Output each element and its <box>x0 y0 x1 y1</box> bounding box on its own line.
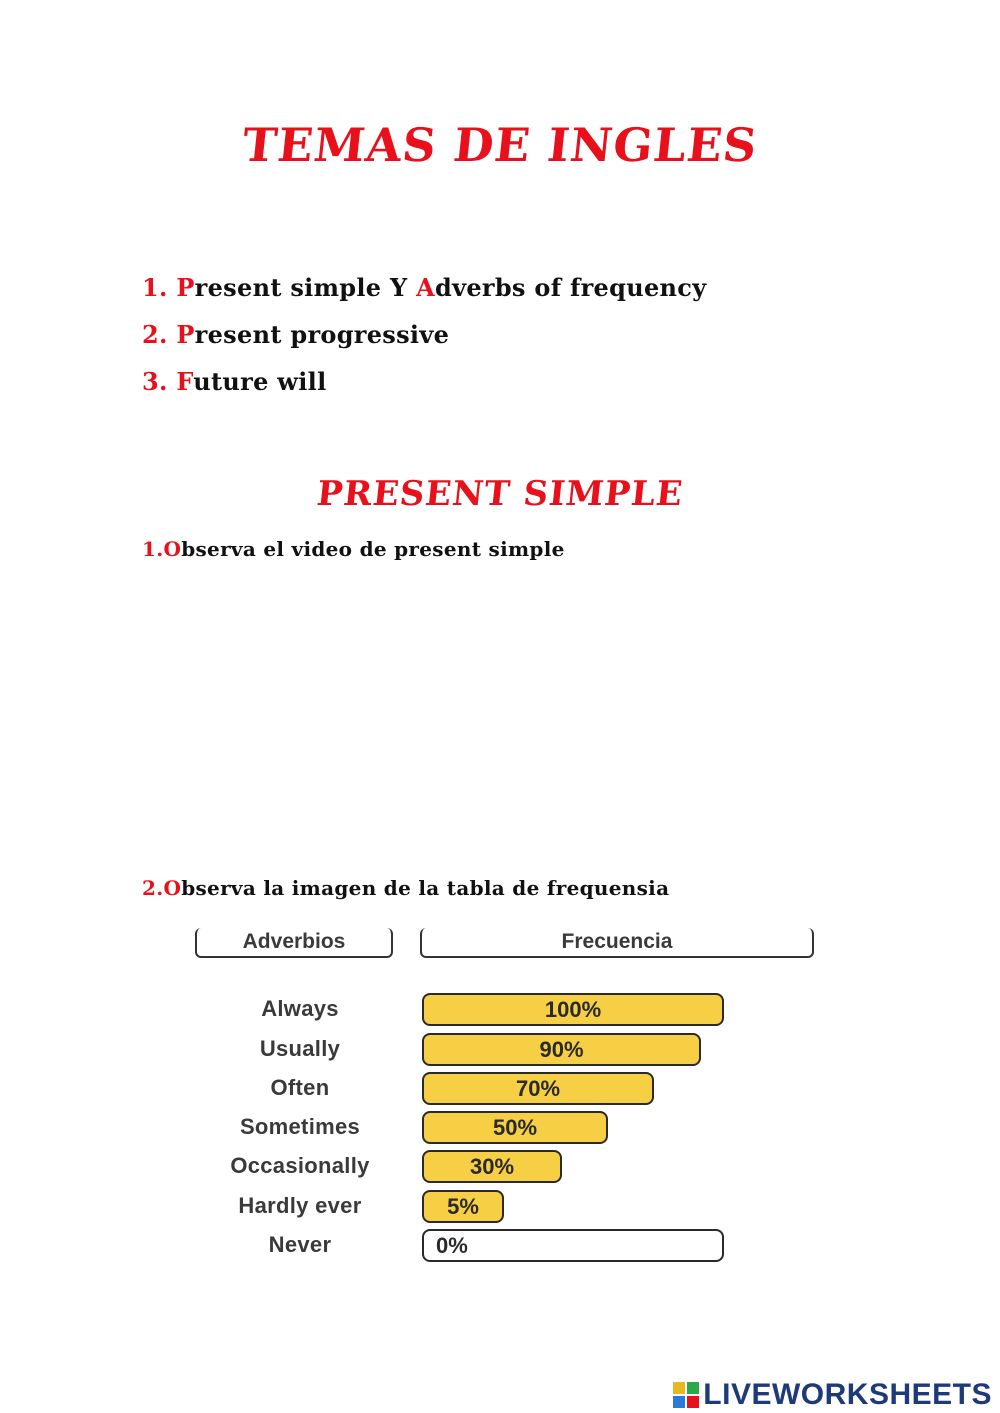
adverb-label: Often <box>270 1075 330 1100</box>
frequency-bar: 90% <box>422 1033 701 1066</box>
topic-number: 1. <box>142 273 177 302</box>
topic-number: 3. <box>142 367 177 396</box>
topic-initial: P <box>176 320 195 349</box>
brand-name: LIVEWORKSHEETS <box>703 1378 992 1411</box>
liveworksheets-logo-icon <box>673 1382 699 1408</box>
frequency-bar: 100% <box>422 993 724 1026</box>
adverb-label: Usually <box>259 1036 341 1061</box>
topic-item-2 <box>142 320 449 349</box>
frequency-bar: 5% <box>422 1190 504 1223</box>
page-title: TEMAS DE INGLES <box>239 118 761 172</box>
frequency-bar: 0% <box>422 1229 724 1262</box>
adverb-label: Hardly ever <box>238 1193 362 1218</box>
frequency-bar: 50% <box>422 1111 608 1144</box>
step-prefix: 1.O <box>142 537 182 561</box>
step-1-instruction <box>142 537 565 561</box>
topic-text: dverbs of frequency <box>435 273 707 302</box>
header-frequency: Frecuencia <box>420 928 814 958</box>
header-adverbs: Adverbios <box>195 928 393 958</box>
topic-text: uture will <box>193 367 327 396</box>
section-title: PRESENT SIMPLE <box>314 474 686 514</box>
video-placeholder[interactable] <box>142 575 862 845</box>
topic-text: resent simple Y <box>194 273 417 302</box>
step-text: bserva la imagen de la tabla de frequensia <box>181 876 670 900</box>
frequency-bar: 70% <box>422 1072 654 1105</box>
adverb-label: Always <box>261 996 339 1021</box>
topic-initial: A <box>416 273 436 302</box>
topic-item-3 <box>142 367 327 396</box>
liveworksheets-logo <box>673 1378 992 1412</box>
adverb-label: Sometimes <box>239 1114 361 1139</box>
step-prefix: 2.O <box>142 876 182 900</box>
topic-initial: P <box>176 273 195 302</box>
step-text: bserva el video de present simple <box>181 537 565 561</box>
frequency-bar: 30% <box>422 1150 562 1183</box>
topic-item-1 <box>142 273 706 302</box>
topic-number: 2. <box>142 320 177 349</box>
step-2-instruction <box>142 876 669 900</box>
adverb-label: Occasionally <box>230 1153 370 1178</box>
topic-text: resent progressive <box>194 320 450 349</box>
topic-initial: F <box>176 367 194 396</box>
adverb-label: Never <box>268 1232 332 1257</box>
